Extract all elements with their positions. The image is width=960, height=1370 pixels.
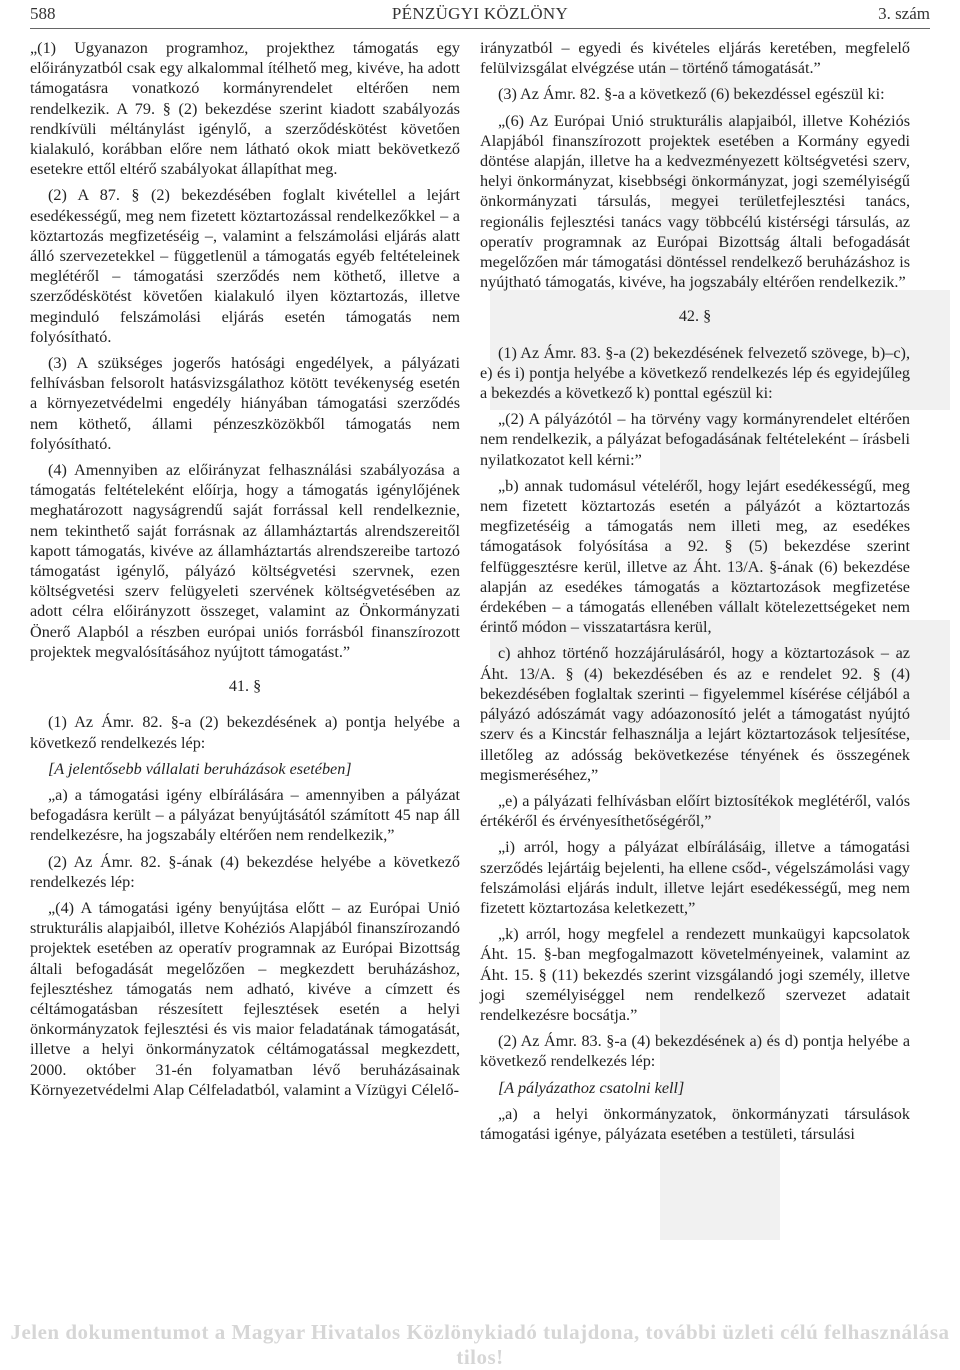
paragraph: „a) a támogatási igény elbírálására – amennyiben a pályázat befogadásra került – a pályázat benyújtásától számított 45 nap áll rendelkezésre, ha jogszabály eltérően nem rendelkezik,” <box>30 785 460 845</box>
paragraph: [A pályázathoz csatolni kell] <box>498 1078 685 1097</box>
page-header <box>30 4 930 28</box>
paragraph: „(4) A támogatási igény benyújtása előtt – az Európai Unió strukturális alapjaiból, illetve Kohéziós Alapjából finanszírozandó projektek esetében az operatív programnak az Európai Bizottság általi befogadását megelőzően – megkezdett beruházáshoz, fejlesztéshez támogatás nem adható, kivéve a címzett és céltámogatásban részesített fejlesztések esetén a helyi önkormányzatok fejlesztési és vis maior feladatának támogatását, illetve a helyi önkormányzatok céltámogatással megkezdett, 2000. október 31-én folyamatban lévő beruházásainak Környezetvédelmi Alap Célfeladatból, valamint a Vízügyi Célelő- <box>30 898 460 1099</box>
issue-number: 3. szám <box>878 4 930 23</box>
paragraph: [A jelentősebb vállalati beruházások esetében] <box>48 759 352 778</box>
page-number: 588 <box>30 4 56 23</box>
paragraph: (2) A 87. § (2) bekezdésében foglalt kivétellel a lejárt esedékességű, meg nem fizetett köztartozással rendelkezőkkel – a köztartozás megfizetéséig –, valamint a felszámolási eljárás alatt álló szervezetekkel – függetlenül a támogatás egyéb feltételeinek meglétéről – támogatási szerződés nem köthető, illetve a szerződéskötést követően kialakuló ilyen köztartozás, illetve meginduló felszámolási eljárás esetén támogatás nem folyósítható. <box>30 186 460 346</box>
paragraph: c) ahhoz történő hozzájárulásáról, hogy a köztartozások – az Áht. 13/A. § (4) bekezdésében és az e rendelet 92. § (4) bekezdésében foglaltak szerinti – figyelemmel kísérése céljából a pályázó adószámát vagy adóazonosító jelét a támogatást nyújtó szerv és a Kincstár felhasználja a lejárt köztartozások teljesítése, illetőleg az adósság bekövetkezése tényének és összegének megismeréséhez,” <box>480 644 910 784</box>
right-column <box>480 38 910 1150</box>
left-column <box>30 38 460 1106</box>
paragraph: (1) Az Ámr. 83. §-a (2) bekezdésének felvezető szövege, b)–c), e) és i) pontja helyébe a következő rendelkezés lép és egyidejűleg a bekezdés a következő k) ponttal egészül ki: <box>480 343 910 403</box>
paragraph: (1) Az Ámr. 82. §-a (2) bekezdésének a) pontja helyébe a következő rendelkezés lép: <box>30 713 460 752</box>
paragraph: (4) Amennyiben az előirányzat felhasználási szabályozása a támogatás feltételeként előírja, hogy a támogatás igénylőjének meghatározott nagyságrendű saját forrással kell rendelkeznie, nem tekinthető saját forrásnak az államháztartás alrendszereitől kapott támogatás, kivéve az államháztartás alrendszereibe tartozó támogatást igénylő, pályázó költségvetési szervnek, ezen költségvetési szerv felügyeleti szervének költségvetésében az adott célra előirányzott összeget, valamint az Önkormányzati Önerő Alapból a részben európai uniós forrásból finanszírozott projektek megvalósításához nyújtott támogatást.” <box>30 461 460 661</box>
section-heading: 41. § <box>228 677 262 696</box>
paragraph: „(2) A pályázótól – ha törvény vagy kormányrendelet eltérően nem rendelkezik, a pályázat befogadásának feltételeként – írásbeli nyilatkozatot kell kérni:” <box>480 410 910 469</box>
section-heading: 42. § <box>678 307 712 326</box>
paragraph: irányzatból – egyedi és kivételes eljárás keretében, megfelelő felülvizsgálat elvégzése után – történő támogatását.” <box>480 39 910 78</box>
ownership-watermark: Jelen dokumentumot a Magyar Hivatalos Közlönykiadó tulajdona, további üzleti célú felhasználása tilos! <box>10 1320 950 1369</box>
paragraph: „a) a helyi önkormányzatok, önkormányzati társulások támogatási igénye, pályázata esetében a testületi, társulási <box>480 1104 910 1143</box>
header-rule <box>30 28 930 29</box>
paragraph: „(6) Az Európai Unió strukturális alapjaiból, illetve Kohéziós Alapjából finanszírozott projektek esetében a Kormány egyedi döntése alapján, illetve ha a kedvezményezett költségvetési szerv, helyi önkormányzat, kisebbségi önkormányzat, jogi személyiségű önkormányzati társulás, megyei területfejlesztési tanács, regionális fejlesztési tanács vagy többcélú kistérségi társulás, az operatív programnak az Európai Bizottság általi befogadását megelőzően már támogatási döntéssel rendelkező beruházáshoz is nyújtható támogatás, kivéve, ha jogszabály eltérően rendelkezik.” <box>480 111 910 292</box>
paragraph: „(1) Ugyanazon programhoz, projekthez támogatás egy előirányzatból csak egy alkalommal ítélhető meg, kivéve, ha adott támogatásra vonatkozó kormányrendelet eltérően nem rendelkezik. A 79. § (2) bekezdése szerint kiadott szabályozás rendkívüli méltánylást igénylő, a szerződéskötést követően kialakuló, korábban előre nem látható okok miatt bekövetkező esetekre ettől eltérő szabályokat állapíthat meg. <box>30 39 460 179</box>
paragraph: „i) arról, hogy a pályázat elbírálásáig, illetve a támogatási szerződés lejártáig bejelenti, ha ellene csőd-, végelszámolási vagy felszámolási eljárás indult, illetve lejárt esedékességű, meg nem fizetett köztartozása keletkezett,” <box>480 838 910 917</box>
paragraph: (3) Az Ámr. 82. §-a a következő (6) bekezdéssel egészül ki: <box>498 85 885 104</box>
paragraph: „k) arról, hogy megfelel a rendezett munkaügyi kapcsolatok Áht. 15. §-ban megfogalmazott követelményeinek, valamint az Áht. 15. § (11) bekezdés szerint vizsgálandó jogi személy, illetve jogi személyiséggel nem rendelkező szervezet adatait rendelkezésre bocsátja.” <box>480 925 910 1024</box>
paragraph: (2) Az Ámr. 82. §-ának (4) bekezdése helyébe a következő rendelkezés lép: <box>30 852 460 891</box>
paragraph: „b) annak tudomásul vételéről, hogy lejárt esedékességű, meg nem fizetett köztartozás esetén a pályázót a köztartozás megfizetéséig a támogatás nem illeti meg, az esedékes támogatások folyósítása a 92. § (5) bekezdése szerint felfüggesztésre kerül, illetve az Áht. 13/A. §-ának (6) bekezdése alapján az esedékes támogatás a köztartozások megfizetése érdekében – a támogatás ellenében vállalt kötelezettségeket nem érintő módon – visszatartásra kerül, <box>480 476 910 637</box>
paragraph: „e) a pályázati felhívásban előírt biztosítékok meglétéről, valós értékéről és érvényesíthetőségéről,” <box>480 791 910 831</box>
paragraph: (3) A szükséges jogerős hatósági engedélyek, a pályázati felhívásban felsorolt hatásvizsgálathoz kötött tevékenység esetén a környezetvédelmi engedély hiányában támogatási szerződés nem köthető, állami pénzeszközökből támogatás nem folyósítható. <box>30 354 460 453</box>
journal-title: PÉNZÜGYI KÖZLÖNY <box>391 4 569 23</box>
paragraph: (2) Az Ámr. 83. §-a (4) bekezdésének a) és d) pontja helyébe a következő rendelkezés lép: <box>480 1032 910 1071</box>
